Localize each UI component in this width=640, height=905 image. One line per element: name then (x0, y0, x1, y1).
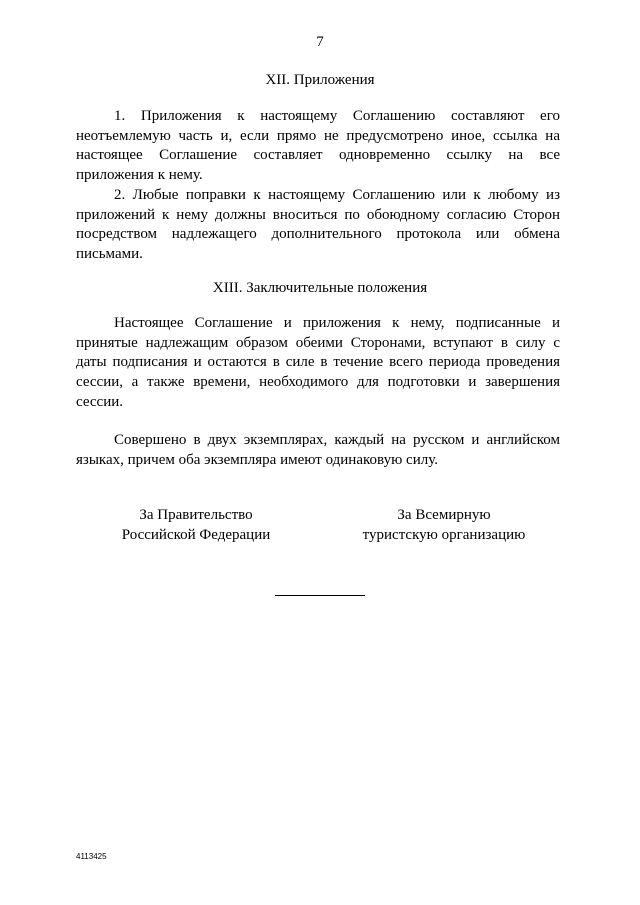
section-heading-appendices: XII. Приложения (265, 72, 375, 88)
paragraph-final-provisions-2: Совершено в двух экземплярах, каждый на русском и английском языках, причем оба экземпляра имеют одинаковую силу. (76, 432, 560, 468)
end-rule (275, 595, 365, 596)
page-number: 7 (316, 34, 324, 50)
paragraph-final-provisions-1: Настоящее Соглашение и приложения к нему, подписанные и принятые надлежащим образом обеими Сторонами, вступают в силу с даты подписания и остаются в силе в течение всего периода проведения сессии, а также времени, необходимого для подготовки и завершения сессии. (76, 315, 560, 410)
signatory-left (86, 506, 306, 545)
section-heading-final-provisions: XIII. Заключительные положения (212, 280, 428, 296)
signatory-right-line1: За Всемирную (397, 507, 491, 523)
paragraph-appendices-2: 2. Любые поправки к настоящему Соглашению или к любому из приложений к нему должны вноситься по обоюдному согласию Сторон посредством надлежащего дополнительного протокола или обмена письмами. (76, 187, 560, 263)
signatory-left-line1: За Правительство (139, 507, 253, 523)
document-id: 4113425 (76, 852, 107, 861)
signatory-right-line2: туристскую организацию (362, 526, 526, 543)
signatory-left-line2: Российской Федерации (121, 526, 271, 543)
signatory-right (334, 506, 554, 545)
paragraph-appendices-1: 1. Приложения к настоящему Соглашению составляют его неотъемлемую часть и, если прямо не предусмотрено иное, ссылка на настоящее Соглашение составляет одновременно ссылку на все приложения к нему. (76, 108, 560, 184)
